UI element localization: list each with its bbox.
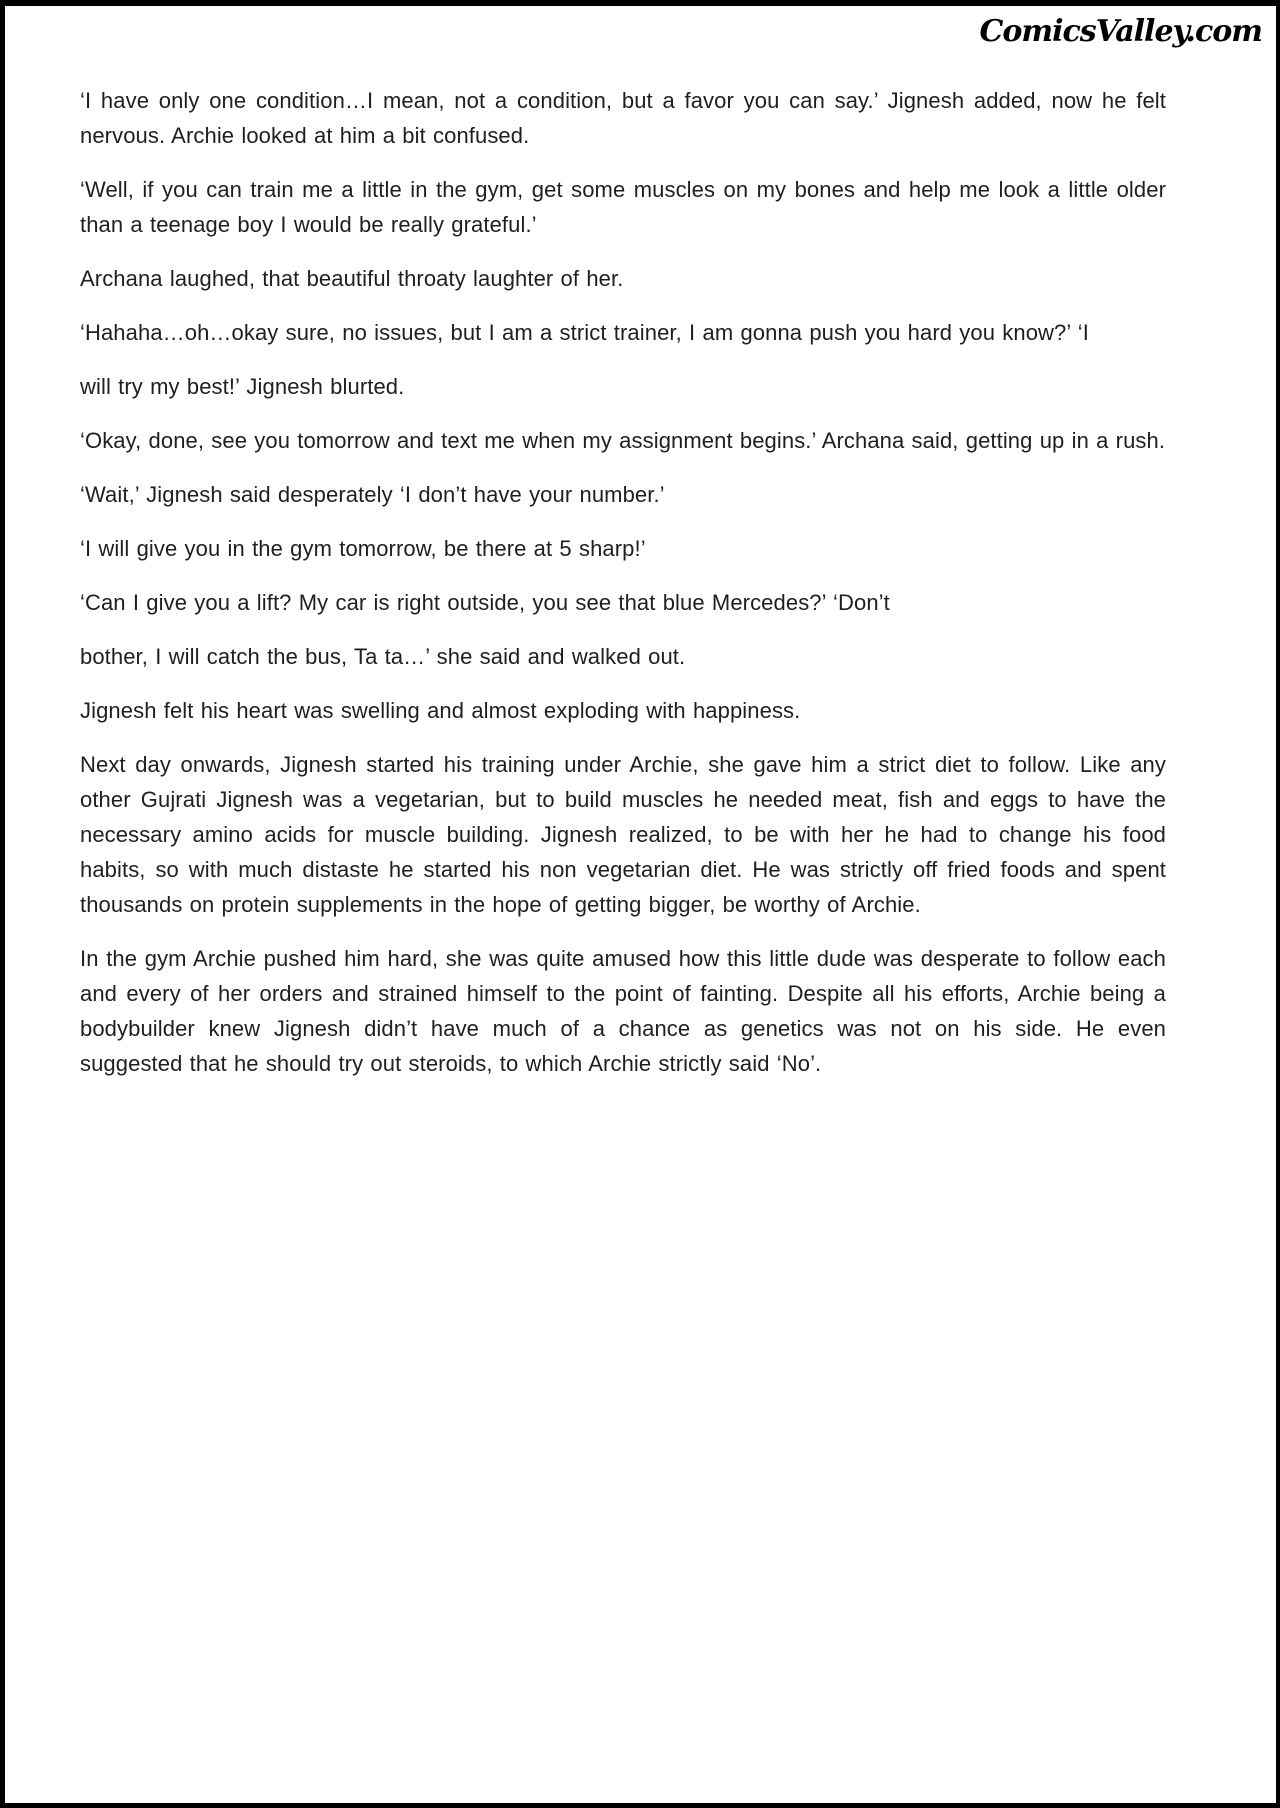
paragraph: ‘Well, if you can train me a little in the gym, get some muscles on my bones and help me look a little older than a teenage boy I would be really grateful.’	[80, 177, 1166, 237]
paragraph: will try my best!’ Jignesh blurted.	[80, 374, 405, 399]
paragraph: ‘I will give you in the gym tomorrow, be there at 5 sharp!’	[80, 536, 646, 561]
paragraph: ‘Can I give you a lift? My car is right outside, you see that blue Mercedes?’ ‘Don’t	[80, 590, 890, 615]
paragraph: Next day onwards, Jignesh started his training under Archie, she gave him a strict diet to follow. Like any other Gujrati Jignesh was a vegetarian, but to build muscles he needed meat, fish and eggs to have the necessary amino acids for muscle building. Jignesh realized, to be with her he had to change his food habits, so with much distaste he started his non vegetarian diet. He was strictly off fried foods and spent thousands on protein supplements in the hope of getting bigger, be worthy of Archie.	[80, 752, 1166, 917]
story-text	[80, 83, 1166, 1100]
paragraph: bother, I will catch the bus, Ta ta…’ she said and walked out.	[80, 644, 686, 669]
paragraph: Archana laughed, that beautiful throaty laughter of her.	[80, 266, 624, 291]
paragraph: ‘Okay, done, see you tomorrow and text me when my assignment begins.’ Archana said, getting up in a rush.	[80, 428, 1166, 453]
paragraph: ‘I have only one condition…I mean, not a condition, but a favor you can say.’ Jignesh added, now he felt nervous. Archie looked at him a bit confused.	[80, 88, 1166, 148]
paragraph: ‘Wait,’ Jignesh said desperately ‘I don’t have your number.’	[80, 482, 665, 507]
paragraph: Jignesh felt his heart was swelling and almost exploding with happiness.	[80, 698, 801, 723]
paragraph: In the gym Archie pushed him hard, she was quite amused how this little dude was desperate to follow each and every of her orders and strained himself to the point of fainting. Despite all his efforts, Archie being a bodybuilder knew Jignesh didn’t have much of a chance as genetics was not on his side. He even suggested that he should try out steroids, to which Archie strictly said ‘No’.	[80, 946, 1166, 1076]
site-logo: ComicsValley.com	[979, 14, 1262, 49]
paragraph: ‘Hahaha…oh…okay sure, no issues, but I am a strict trainer, I am gonna push you hard you know?’ ‘I	[80, 320, 1089, 345]
